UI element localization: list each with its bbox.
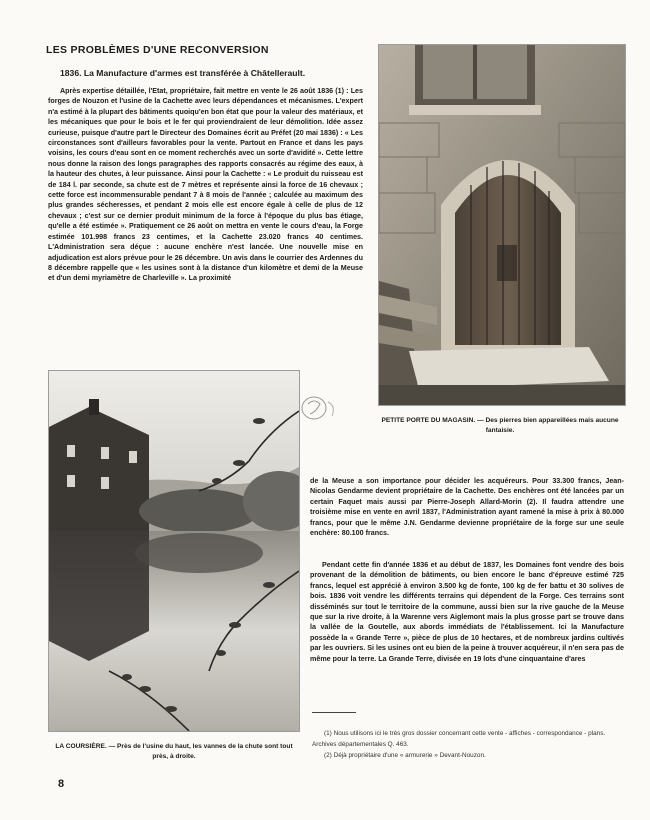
body-paragraph-1: Après expertise détaillée, l'Etat, propriétaire, fait mettre en vente le 26 août 1836 (1) : Les forges de Nouzon et l'usine de la Cachette avec leurs dépendances et mécanismes. L'expert n'a estimé à la plupart des bâtiments quoiqu'en bon état que pour la valeur des matériaux, et les mécaniques que pour le bois et le fer qui proviendraient de leur démolition. Idée assez curieuse, puisque d'autre part le Directeur des Domaines écrit au Préfet (20 mai 1836) : « Les circonstances sont d'ailleurs favorables pour la vente. Partout en France et dans les pays voisins, les cours d'eau sont en ce moment recherchés avec un sorte d'avidité ». Cette lettre nous donne la raison des longs paragraphes des rapports consacrés au régime des eaux, à la hauteur des chutes, à leur puissance. Ainsi pour la Cachette : « Le produit du ruisseau est de 184 l. par seconde, sa chute est de 7 mètres et représente ainsi la force de 16 chevaux ; cette force est incommensurable pendant 7 à 8 mois de l'année ; calculée au maximum des plus grandes sécheresses, et pendant 2 mois elle est encore égale à celle de plus de 12 chevaux ; c'est sur ce dernier produit minimum de la force à l'époque du plus bas étiage, qu'elle a été estimée ». Pratiquement ce 26 août on mettra en vente le cours d'eau, la Forge estimée 101.998 francs 23 centimes, et la Cachette 23.020 francs 40 centimes. L'Administration sera déçue : aucune enchère n'est lancée. Une nouvelle mise en adjudication est alors prévue pour le 26 décembre. Un avis dans le courrier des Ardennes du 8 décembre rappelle que « les usines sont à la distance d'un kilomètre et demi de la Meuse et d'un demi myriamètre de Charleville ». La proximité — [48, 87, 363, 283]
photo-petite-porte — [378, 44, 626, 406]
caption-la-coursiere: LA COURSIÈRE. — Près de l'usine du haut, les vannes de la chute sont tout près, à droite. — [55, 743, 293, 760]
caption-petite-porte: PETITE PORTE DU MAGASIN. — Des pierres bien appareillées mais aucune fantaisie. — [381, 417, 619, 434]
pond-illustration — [49, 371, 299, 731]
footnote-1: (1) Nous utilisons ici le très gros dossier concernant cette vente - affiches - correspondance - plans. Archives départementales Q. 463. — [312, 730, 606, 748]
ink-stamp-icon — [298, 394, 342, 424]
footnote-divider — [312, 712, 356, 713]
footnotes — [312, 728, 624, 761]
page-number: 8 — [58, 778, 65, 790]
section-heading: LES PROBLÈMES D'UNE RECONVERSION — [46, 44, 269, 56]
body-paragraph-1-continued: de la Meuse a son importance pour décider les acquéreurs. Pour 33.300 francs, Jean-Nicolas Gendarme devient propriétaire de la Cachette. Des enchères ont été lancées par un certain Faquet mais aussi par Pierre-Joseph Allard-Morin (2). Il faudra attendre une troisième mise en vente en avril 1837, l'Administration ayant ramené la mise à prix à 80.000 francs, pour que le même J.N. Gendarme devienne propriétaire de la forge sur une seule enchère: 80.100 francs. — [310, 477, 624, 538]
body-paragraph-2: Pendant cette fin d'année 1836 et au début de 1837, les Domaines font vendre des bois provenant de la démolition de bâtiments, ou bien encore le banc d'épreuve estimé 725 francs, lequel est apprécié à environ 3.500 kg de fonte, 100 kg de fer battu et 30 solives de bois. 1836 voit vendre les différents terrains qui dépendent de la Forge. Ces terrains sont disséminés sur tout le territoire de la commune, aussi bien sur la rive gauche de la Meuse que sur la rive droite, à la Warenne vers Aiglemont mais la plus grosse part se trouve dans la vallée de la Goutelle, aux abords immédiats de l'établissement. Ici la Manufacture possède la « Grande Terre », pièce de plus de 10 hectares, et de nombreux jardins cultivés par les ouvriers. Si les usines ont eu bien de la peine à trouver acquéreur, il n'en sera pas de même pour la terre. La Grande Terre, divisée en 19 lots d'une cinquantaine d'ares — [310, 561, 624, 663]
footnote-2: (2) Déjà propriétaire d'une « armurerie » Devant-Nouzon. — [324, 752, 486, 759]
door-illustration — [379, 45, 625, 405]
photo-la-coursiere — [48, 370, 300, 732]
lead-sentence: 1836. La Manufacture d'armes est transférée à Châtellerault. — [60, 68, 306, 78]
